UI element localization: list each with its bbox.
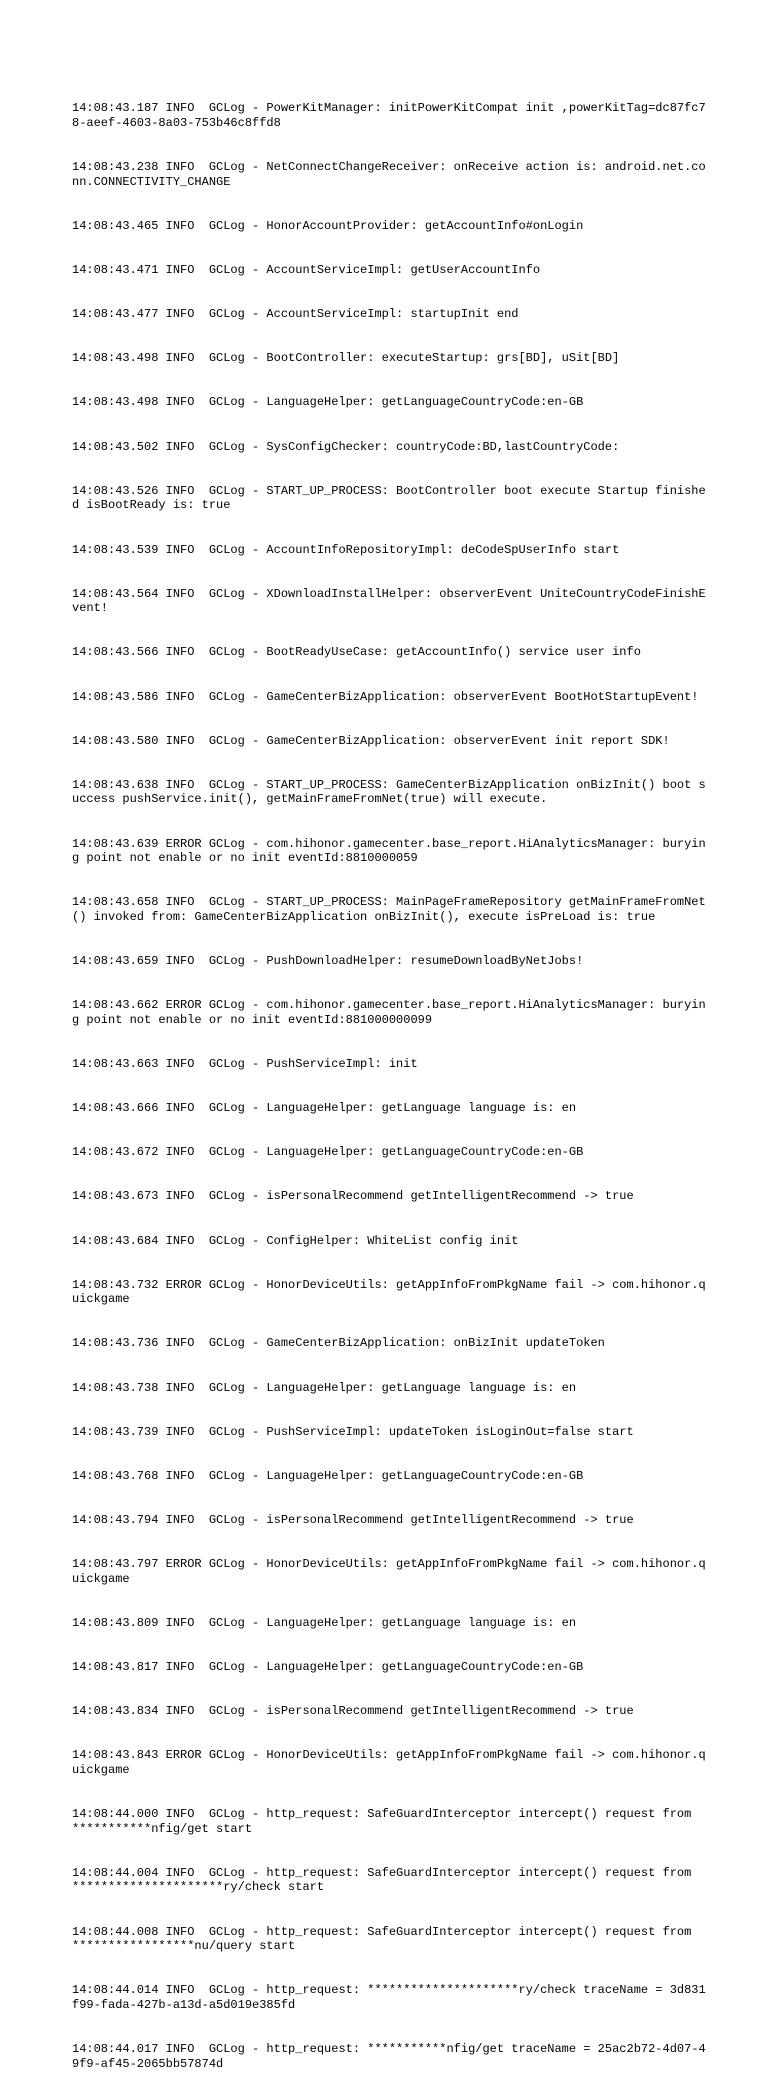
log-line: 14:08:43.586 INFO GCLog - GameCenterBizApplication: observerEvent BootHotStartupEvent! bbox=[72, 689, 699, 704]
log-line: 14:08:44.004 INFO GCLog - http_request: SafeGuardInterceptor intercept() request from *********************ry/check start bbox=[72, 1865, 706, 1895]
log-text-body bbox=[72, 72, 712, 2086]
log-line: 14:08:43.471 INFO GCLog - AccountServiceImpl: getUserAccountInfo bbox=[72, 263, 541, 278]
log-line: 14:08:44.017 INFO GCLog - http_request: ***********nfig/get traceName = 25ac2b72-4d07-49f9-af45-2065bb57874d bbox=[72, 2042, 706, 2071]
log-line: 14:08:43.477 INFO GCLog - AccountServiceImpl: startupInit end bbox=[72, 307, 519, 322]
log-line: 14:08:43.498 INFO GCLog - BootController: executeStartup: grs[BD], uSit[BD] bbox=[72, 351, 620, 366]
log-line: 14:08:43.662 ERROR GCLog - com.hihonor.gamecenter.base_report.HiAnalyticsManager: burying point not enable or no init eventId:881000000099 bbox=[72, 998, 706, 1027]
log-line: 14:08:43.639 ERROR GCLog - com.hihonor.gamecenter.base_report.HiAnalyticsManager: burying point not enable or no init eventId:8810000059 bbox=[72, 836, 706, 866]
log-line: 14:08:43.834 INFO GCLog - isPersonalRecommend getIntelligentRecommend -> true bbox=[72, 1704, 634, 1719]
log-line: 14:08:43.684 INFO GCLog - ConfigHelper: WhiteList config init bbox=[72, 1233, 519, 1248]
log-line: 14:08:43.673 INFO GCLog - isPersonalRecommend getIntelligentRecommend -> true bbox=[72, 1189, 634, 1204]
log-line: 14:08:43.736 INFO GCLog - GameCenterBizApplication: onBizInit updateToken bbox=[72, 1336, 605, 1351]
log-line: 14:08:43.502 INFO GCLog - SysConfigChecker: countryCode:BD,lastCountryCode: bbox=[72, 439, 620, 454]
log-line: 14:08:43.843 ERROR GCLog - HonorDeviceUtils: getAppInfoFromPkgName fail -> com.hihonor.quickgame bbox=[72, 1748, 706, 1777]
log-line: 14:08:43.768 INFO GCLog - LanguageHelper: getLanguageCountryCode:en-GB bbox=[72, 1468, 584, 1483]
log-line: 14:08:43.809 INFO GCLog - LanguageHelper: getLanguage language is: en bbox=[72, 1615, 577, 1630]
log-line: 14:08:43.817 INFO GCLog - LanguageHelper: getLanguageCountryCode:en-GB bbox=[72, 1659, 584, 1674]
log-line: 14:08:43.738 INFO GCLog - LanguageHelper: getLanguage language is: en bbox=[72, 1380, 577, 1395]
log-line: 14:08:43.794 INFO GCLog - isPersonalRecommend getIntelligentRecommend -> true bbox=[72, 1512, 634, 1527]
log-line: 14:08:44.000 INFO GCLog - http_request: SafeGuardInterceptor intercept() request from ***********nfig/get start bbox=[72, 1806, 706, 1836]
log-line: 14:08:43.566 INFO GCLog - BootReadyUseCase: getAccountInfo() service user info bbox=[72, 645, 641, 660]
log-line: 14:08:43.564 INFO GCLog - XDownloadInstallHelper: observerEvent UniteCountryCodeFinishEvent! bbox=[72, 586, 706, 616]
log-line: 14:08:44.008 INFO GCLog - http_request: SafeGuardInterceptor intercept() request from *****************nu/query start bbox=[72, 1924, 706, 1954]
log-line: 14:08:43.580 INFO GCLog - GameCenterBizApplication: observerEvent init report SDK! bbox=[72, 733, 670, 748]
log-line: 14:08:43.666 INFO GCLog - LanguageHelper: getLanguage language is: en bbox=[72, 1101, 577, 1116]
log-line: 14:08:43.465 INFO GCLog - HonorAccountProvider: getAccountInfo#onLogin bbox=[72, 219, 584, 234]
log-line: 14:08:44.014 INFO GCLog - http_request: *********************ry/check traceName = 3d831f99-fada-427b-a13d-a5d019e385fd bbox=[72, 1983, 706, 2013]
log-line: 14:08:43.638 INFO GCLog - START_UP_PROCESS: GameCenterBizApplication onBizInit() boot success pushService.init(), getMainFrameFromNet(true) will execute. bbox=[72, 777, 706, 807]
log-line: 14:08:43.732 ERROR GCLog - HonorDeviceUtils: getAppInfoFromPkgName fail -> com.hihonor.quickgame bbox=[72, 1277, 706, 1307]
log-line: 14:08:43.238 INFO GCLog - NetConnectChangeReceiver: onReceive action is: android.net.conn.CONNECTIVITY_CHANGE bbox=[72, 160, 706, 189]
log-line: 14:08:43.739 INFO GCLog - PushServiceImpl: updateToken isLoginOut=false start bbox=[72, 1424, 634, 1439]
log-line: 14:08:43.658 INFO GCLog - START_UP_PROCESS: MainPageFrameRepository getMainFrameFromNet() invoked from: GameCenterBizApplication onBizInit(), execute isPreLoad is: true bbox=[72, 895, 706, 925]
log-line: 14:08:43.498 INFO GCLog - LanguageHelper: getLanguageCountryCode:en-GB bbox=[72, 395, 584, 410]
log-line: 14:08:43.672 INFO GCLog - LanguageHelper: getLanguageCountryCode:en-GB bbox=[72, 1145, 584, 1160]
log-line: 14:08:43.663 INFO GCLog - PushServiceImpl: init bbox=[72, 1057, 418, 1072]
log-line: 14:08:43.797 ERROR GCLog - HonorDeviceUtils: getAppInfoFromPkgName fail -> com.hihonor.quickgame bbox=[72, 1557, 706, 1586]
log-line: 14:08:43.659 INFO GCLog - PushDownloadHelper: resumeDownloadByNetJobs! bbox=[72, 954, 584, 969]
log-line: 14:08:43.526 INFO GCLog - START_UP_PROCESS: BootController boot execute Startup finished isBootReady is: true bbox=[72, 483, 706, 513]
log-line: 14:08:43.187 INFO GCLog - PowerKitManager: initPowerKitCompat init ,powerKitTag=dc87fc78-aeef-4603-8a03-753b46c8ffd8 bbox=[72, 101, 706, 131]
log-line: 14:08:43.539 INFO GCLog - AccountInfoRepositoryImpl: deCodeSpUserInfo start bbox=[72, 542, 620, 557]
